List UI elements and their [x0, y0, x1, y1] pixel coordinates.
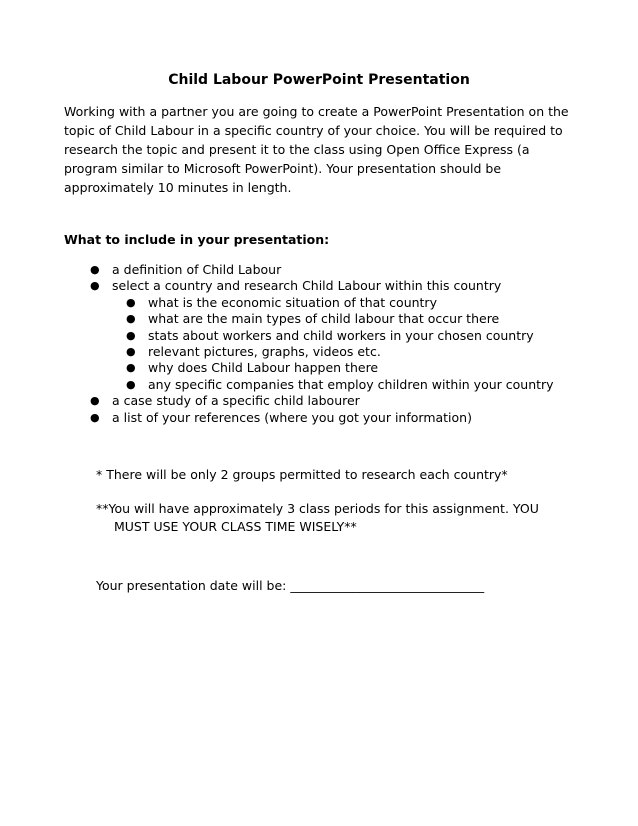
list-item-text: select a country and research Child Labour within this country: [112, 278, 502, 294]
bullet-icon: ●: [126, 344, 136, 358]
groups-note: * There will be only 2 groups permitted to research each country*: [96, 467, 508, 482]
list-item-text: why does Child Labour happen there: [148, 360, 379, 376]
bullet-icon: ●: [90, 410, 100, 424]
sub-list-item: [64, 328, 584, 344]
bullet-icon: ●: [90, 279, 100, 293]
list-item-text: what is the economic situation of that country: [148, 294, 437, 310]
list-item-text: a list of your references (where you got your information): [112, 409, 472, 425]
document-title: Child Labour PowerPoint Presentation: [168, 72, 470, 88]
intro-paragraph: Working with a partner you are going to create a PowerPoint Presentation on the topic of Child Labour in a specific country of your choice. You will be required to research the topic and present it to the class using Open Office Express (a program similar to Microsoft PowerPoint). Your presentation should be approximately 10 minutes in length.: [64, 104, 569, 195]
bullet-icon: ●: [126, 328, 136, 342]
list-item-text: what are the main types of child labour that occur there: [148, 311, 500, 327]
list-item-text: a case study of a specific child labourer: [112, 393, 360, 409]
date-blank: _______________________________: [290, 578, 485, 593]
time-note: [96, 500, 566, 536]
bullet-icon: ●: [90, 263, 100, 276]
list-item: [64, 410, 584, 426]
bullet-icon: ●: [126, 295, 136, 309]
list-item-text: relevant pictures, graphs, videos etc.: [148, 343, 381, 359]
sub-list-item: [64, 360, 584, 376]
list-item-text: a definition of Child Labour: [112, 262, 282, 277]
bullet-icon: ●: [126, 361, 136, 375]
sub-list-item: [64, 344, 584, 360]
sub-list-item: [64, 311, 584, 327]
list-item-text: any specific companies that employ children within your country: [148, 376, 554, 392]
list-item: [64, 262, 584, 278]
date-label: Your presentation date will be:: [96, 578, 287, 593]
list-item: [64, 393, 584, 409]
list-item: [64, 278, 584, 294]
sub-list-item: [64, 377, 584, 393]
include-list: [64, 262, 584, 426]
bullet-icon: ●: [90, 394, 100, 408]
bullet-icon: ●: [126, 377, 136, 391]
presentation-date-line: [96, 578, 484, 593]
time-note-line-1: **You will have approximately 3 class periods for this assignment. YOU: [96, 501, 539, 516]
bullet-icon: ●: [126, 312, 136, 326]
list-item-text: stats about workers and child workers in your chosen country: [148, 327, 534, 343]
section-heading: What to include in your presentation:: [64, 232, 330, 247]
time-note-line-2: MUST USE YOUR CLASS TIME WISELY**: [114, 519, 357, 534]
sub-list-item: [64, 295, 584, 311]
